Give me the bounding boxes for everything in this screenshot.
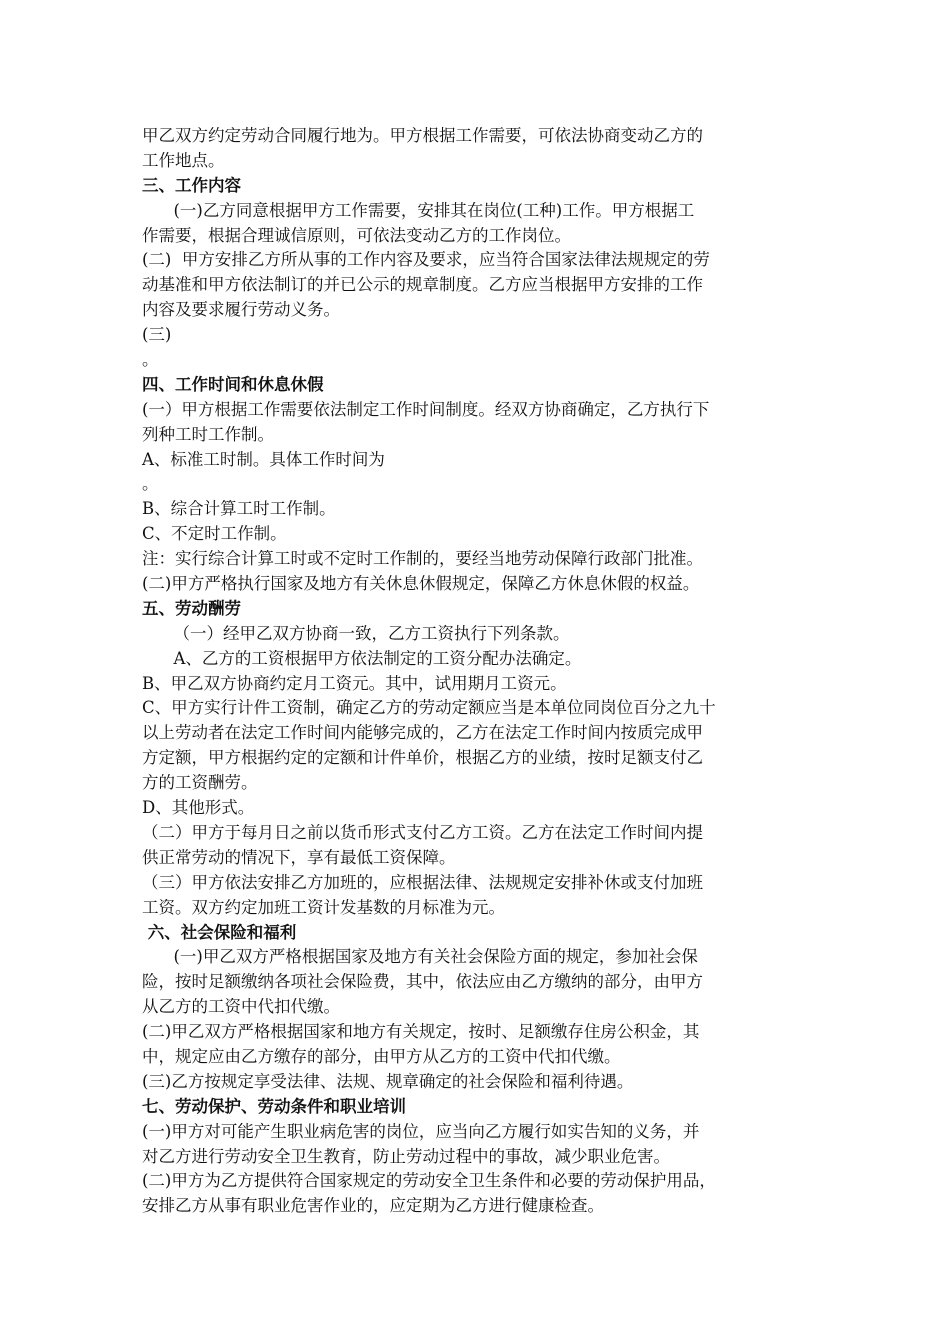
paragraph-line: 供正常劳动的情况下，享有最低工资保障。 bbox=[142, 847, 456, 867]
paragraph-line: 对乙方进行劳动安全卫生教育，防止劳动过程中的事故，减少职业危害。 bbox=[142, 1146, 670, 1166]
paragraph-line: 中，规定应由乙方缴存的部分，由甲方从乙方的工资中代扣代缴。 bbox=[142, 1046, 621, 1066]
paragraph-line: D、其他形式。 bbox=[142, 798, 255, 818]
section-heading: 三、工作内容 bbox=[142, 175, 241, 195]
document-body bbox=[142, 124, 807, 1219]
paragraph-line: 动基准和甲方依法制订的并已公示的规章制度。乙方应当根据甲方安排的工作 bbox=[142, 275, 703, 295]
paragraph-line: 工作地点。 bbox=[142, 150, 225, 170]
paragraph-line: 注：实行综合计算工时或不定时工作制的，要经当地劳动保障行政部门批准。 bbox=[142, 549, 703, 569]
paragraph-line: 作需要，根据合理诚信原则，可依法变动乙方的工作岗位。 bbox=[142, 225, 571, 245]
paragraph-line: (一)甲乙双方严格根据国家及地方有关社会保险方面的规定，参加社会保 bbox=[142, 947, 698, 967]
paragraph-line: (一)甲方对可能产生职业病危害的岗位，应当向乙方履行如实告知的义务，并 bbox=[142, 1121, 700, 1141]
paragraph-line: B、甲乙双方协商约定月工资元。其中，试用期月工资元。 bbox=[142, 673, 567, 693]
section-heading: 五、劳动酬劳 bbox=[142, 598, 241, 618]
paragraph-line: 列种工时工作制。 bbox=[142, 424, 274, 444]
paragraph-line: B、综合计算工时工作制。 bbox=[142, 499, 336, 519]
paragraph-line: 甲乙双方约定劳动合同履行地为。甲方根据工作需要，可依法协商变动乙方的 bbox=[142, 126, 703, 145]
paragraph-line: (二)甲方严格执行国家及地方有关休息休假规定，保障乙方休息休假的权益。 bbox=[142, 574, 700, 594]
paragraph-line: (一）甲方根据工作需要依法制定工作时间制度。经双方协商确定，乙方执行下 bbox=[142, 399, 710, 419]
paragraph-line: 方定额，甲方根据约定的定额和计件单价，根据乙方的业绩，按时足额支付乙 bbox=[142, 748, 703, 768]
paragraph-line: （一）经甲乙双方协商一致，乙方工资执行下列条款。 bbox=[142, 623, 570, 643]
paragraph-line: 险，按时足额缴纳各项社会保险费，其中，依法应由乙方缴纳的部分，由甲方 bbox=[142, 972, 703, 992]
paragraph-line: 方的工资酬劳。 bbox=[142, 773, 258, 793]
paragraph-line: 。 bbox=[142, 474, 159, 494]
paragraph-line: 内容及要求履行劳动义务。 bbox=[142, 300, 340, 320]
paragraph-line: C、不定时工作制。 bbox=[142, 524, 287, 544]
paragraph-line: C、甲方实行计件工资制，确定乙方的劳动定额应当是本单位同岗位百分之九十 bbox=[142, 698, 716, 718]
paragraph-line: 工资。双方约定加班工资计发基数的月标准为元。 bbox=[142, 897, 505, 917]
paragraph-line: (二)甲方为乙方提供符合国家规定的劳动安全卫生条件和必要的劳动保护用品， bbox=[142, 1171, 716, 1191]
section-heading: 六、社会保险和福利 bbox=[142, 922, 297, 942]
paragraph-line: （三）甲方依法安排乙方加班的，应根据法律、法规规定安排补休或支付加班 bbox=[142, 872, 703, 892]
paragraph-line: (三)乙方按规定享受法律、法规、规章确定的社会保险和福利待遇。 bbox=[142, 1071, 634, 1091]
paragraph-line: (二)甲乙双方严格根据国家和地方有关规定，按时、足额缴存住房公积金，其 bbox=[142, 1022, 700, 1042]
paragraph-line: A、乙方的工资根据甲方依法制定的工资分配办法确定。 bbox=[142, 648, 582, 668]
section-heading: 四、工作时间和休息休假 bbox=[142, 374, 324, 394]
section-heading: 七、劳动保护、劳动条件和职业培训 bbox=[142, 1096, 406, 1116]
paragraph-line: 。 bbox=[142, 350, 159, 370]
paragraph-line: (一)乙方同意根据甲方工作需要，安排其在岗位(工种)工作。甲方根据工 bbox=[142, 200, 695, 220]
paragraph-line: A、标准工时制。具体工作时间为 bbox=[142, 449, 385, 469]
paragraph-line: （二）甲方于每月日之前以货币形式支付乙方工资。乙方在法定工作时间内提 bbox=[142, 822, 703, 842]
paragraph-line: 安排乙方从事有职业危害作业的，应定期为乙方进行健康检查。 bbox=[142, 1196, 604, 1216]
paragraph-line: (二) 甲方安排乙方所从事的工作内容及要求，应当符合国家法律法规规定的劳 bbox=[142, 250, 710, 270]
paragraph-line: (三) bbox=[142, 325, 172, 345]
paragraph-line: 以上劳动者在法定工作时间内能够完成的，乙方在法定工作时间内按质完成甲 bbox=[142, 723, 703, 743]
paragraph-line: 从乙方的工资中代扣代缴。 bbox=[142, 997, 340, 1017]
